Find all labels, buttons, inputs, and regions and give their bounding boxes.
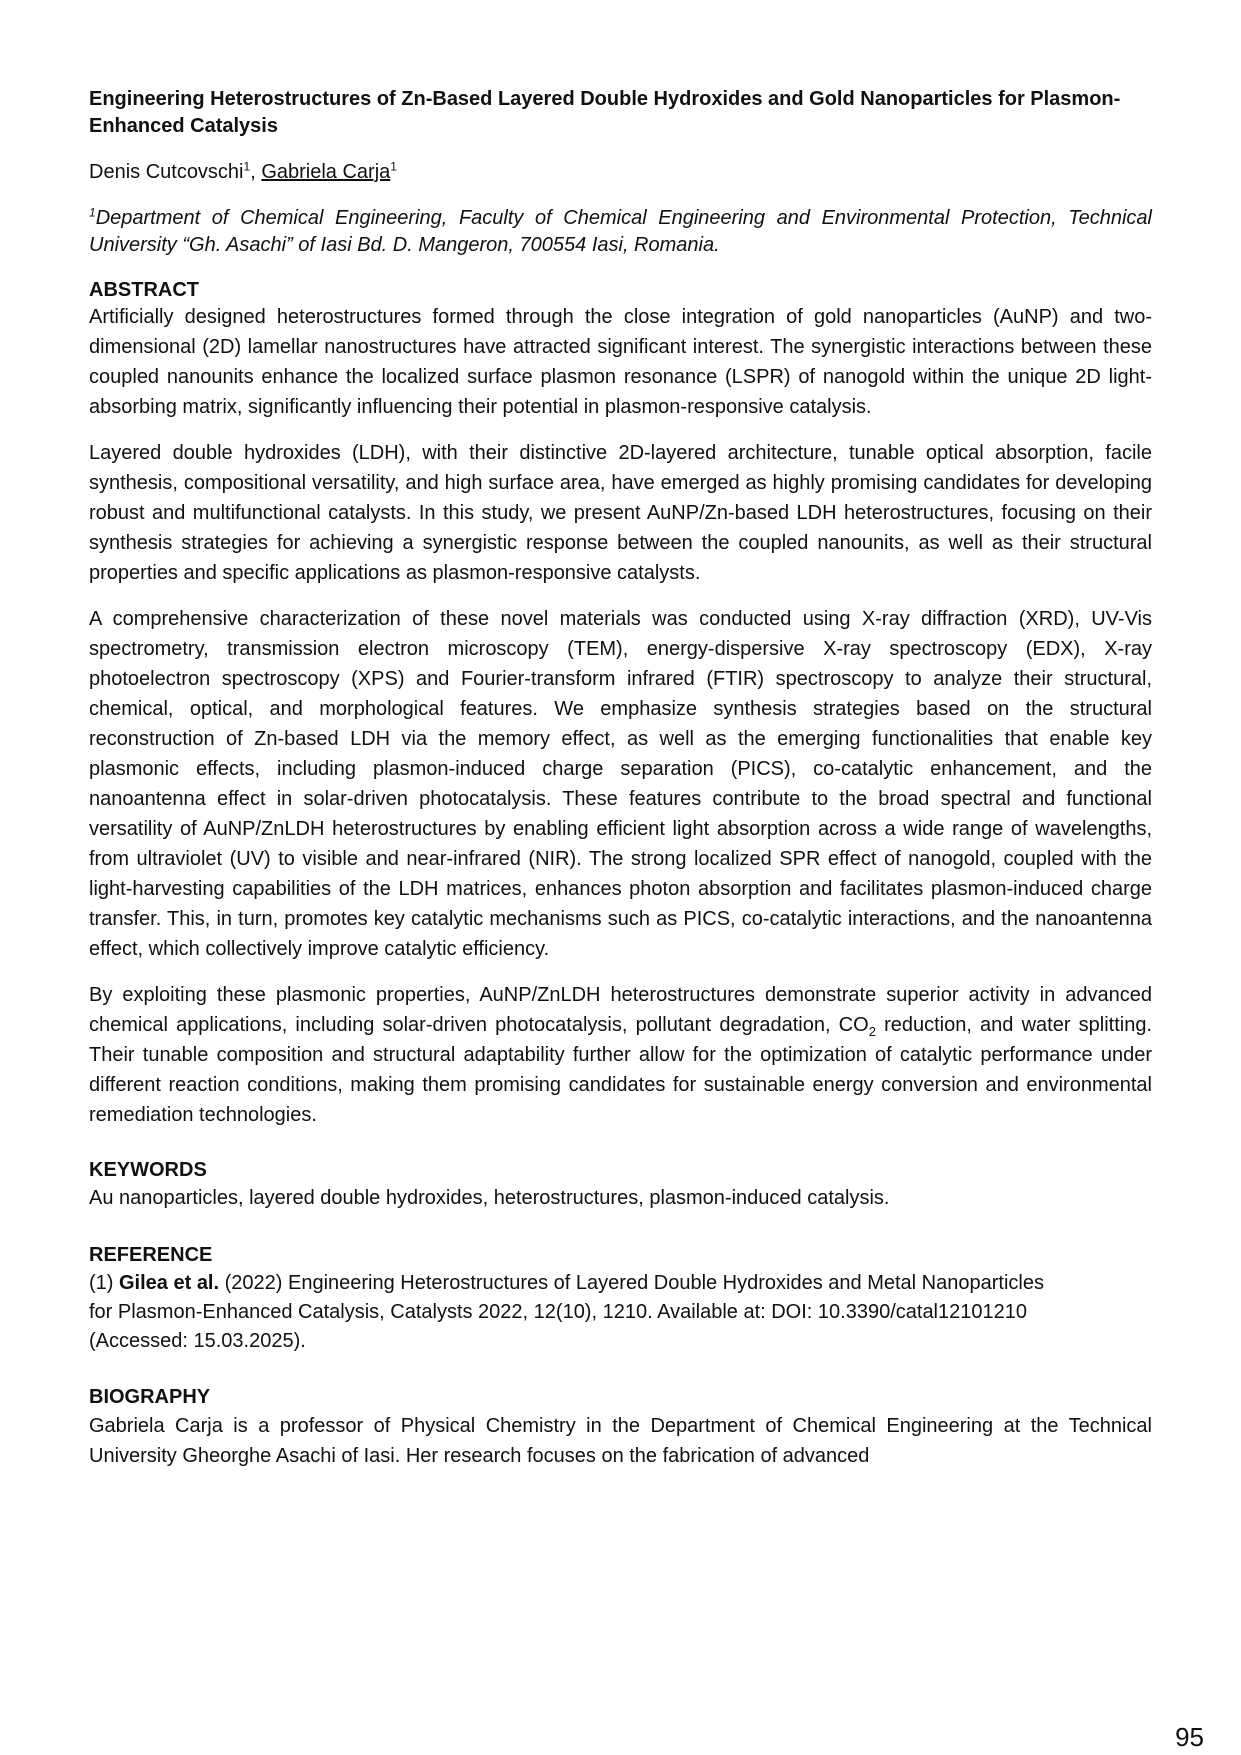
presenting-author-name: Gabriela Carja [261, 161, 391, 183]
author-separator: , [250, 161, 262, 183]
affiliation-marker: 1 [89, 205, 96, 220]
abstract-heading: ABSTRACT [89, 279, 199, 301]
reference-number: (1) [89, 1272, 119, 1294]
abstract-paragraph: Artificially designed heterostructures formed through the close integration of gold nanoparticles (AuNP) and two-dimensional (2D) lamellar nanostructures have attracted significant interest. The synergistic interactions between these coupled nanounits enhance the localized surface plasmon resonance (LSPR) of nanogold within the unique 2D light-absorbing matrix, significantly influencing their potential in plasmon-responsive catalysis. [89, 306, 1152, 418]
subscript: 2 [868, 1024, 876, 1039]
biography-text: Gabriela Carja is a professor of Physical Chemistry in the Department of Chemical Engineering at the Technical University Gheorghe Asachi of Iasi. Her research focuses on the fabrication of advanced [89, 1415, 1152, 1467]
page-number: 95 [1175, 1722, 1204, 1752]
abstract-text: reduction, and water splitting. Their tunable composition and structural adaptability further allow for the optimization of catalytic performance under different reaction conditions, making them promising candidates for sustainable energy conversion and environmental remediation technologies. [89, 1014, 1152, 1126]
biography-section [89, 1384, 1152, 1471]
reference-text: (2022) Engineering Heterostructures of Layered Double Hydroxides and Metal Nanoparticles [219, 1272, 1044, 1294]
abstract-paragraph: Layered double hydroxides (LDH), with their distinctive 2D-layered architecture, tunable optical absorption, facile synthesis, compositional versatility, and high surface area, have emerged as highly promising candidates for developing robust and multifunctional catalysts. In this study, we present AuNP/Zn-based LDH heterostructures, focusing on their synthesis strategies for achieving a synergistic response between the coupled nanounits, as well as their structural properties and specific applications as plasmon-responsive catalysts. [89, 442, 1152, 584]
abstract-text: By exploiting these plasmonic properties, AuNP/ZnLDH heterostructures demonstrate superior activity in advanced chemical applications, including solar-driven photocatalysis, pollutant degradation, CO [89, 984, 1152, 1036]
author-list [89, 159, 1152, 186]
reference-text-line: for Plasmon-Enhanced Catalysis, Catalysts 2022, 12(10), 1210. Available at: DOI: 10.3390/catal12101210 [89, 1301, 1027, 1323]
paper-page [89, 86, 1152, 1487]
reference-section [89, 1242, 1152, 1356]
reference-entry [89, 1269, 1152, 1298]
keywords-text: Au nanoparticles, layered double hydroxides, heterostructures, plasmon-induced catalysis. [89, 1187, 890, 1209]
reference-authors: Gilea et al. [119, 1272, 220, 1294]
affiliation-text: Department of Chemical Engineering, Faculty of Chemical Engineering and Environmental Protection, Technical University “Gh. Asachi” of Iasi Bd. D. Mangeron, 700554 Iasi, Romania. [89, 207, 1152, 256]
abstract-section [89, 277, 1152, 1130]
paper-title: Engineering Heterostructures of Zn-Based Layered Double Hydroxides and Gold Nanoparticles for Plasmon-Enhanced Catalysis [89, 88, 1121, 137]
reference-text-line: (Accessed: 15.03.2025). [89, 1330, 306, 1352]
author-affiliation-marker: 1 [243, 159, 251, 174]
biography-heading: BIOGRAPHY [89, 1386, 211, 1408]
affiliation [89, 205, 1152, 259]
author-affiliation-marker: 1 [390, 159, 397, 174]
keywords-section [89, 1157, 1152, 1213]
abstract-paragraph [89, 980, 1152, 1130]
keywords-heading: KEYWORDS [89, 1159, 207, 1181]
reference-heading: REFERENCE [89, 1244, 213, 1266]
abstract-paragraph: A comprehensive characterization of these novel materials was conducted using X-ray diffraction (XRD), UV-Vis spectrometry, transmission electron microscopy (TEM), energy-dispersive X-ray spectroscopy (EDX), X-ray photoelectron spectroscopy (XPS) and Fourier-transform infrared (FTIR) spectroscopy to analyze their structural, chemical, optical, and morphological features. We emphasize synthesis strategies based on the structural reconstruction of Zn-based LDH via the memory effect, as well as the emerging functionalities that enable key plasmonic effects, including plasmon-induced charge separation (PICS), co-catalytic enhancement, and the nanoantenna effect in solar-driven photocatalysis. These features contribute to the broad spectral and functional versatility of AuNP/ZnLDH heterostructures by enabling efficient light absorption across a wide range of wavelengths, from ultraviolet (UV) to visible and near-infrared (NIR). The strong localized SPR effect of nanogold, coupled with the light-harvesting capabilities of the LDH matrices, enhances photon absorption and facilitates plasmon-induced charge transfer. This, in turn, promotes key catalytic mechanisms such as PICS, co-catalytic interactions, and the nanoantenna effect, which collectively improve catalytic efficiency. [89, 608, 1152, 960]
author-name: Denis Cutcovschi [89, 161, 244, 183]
